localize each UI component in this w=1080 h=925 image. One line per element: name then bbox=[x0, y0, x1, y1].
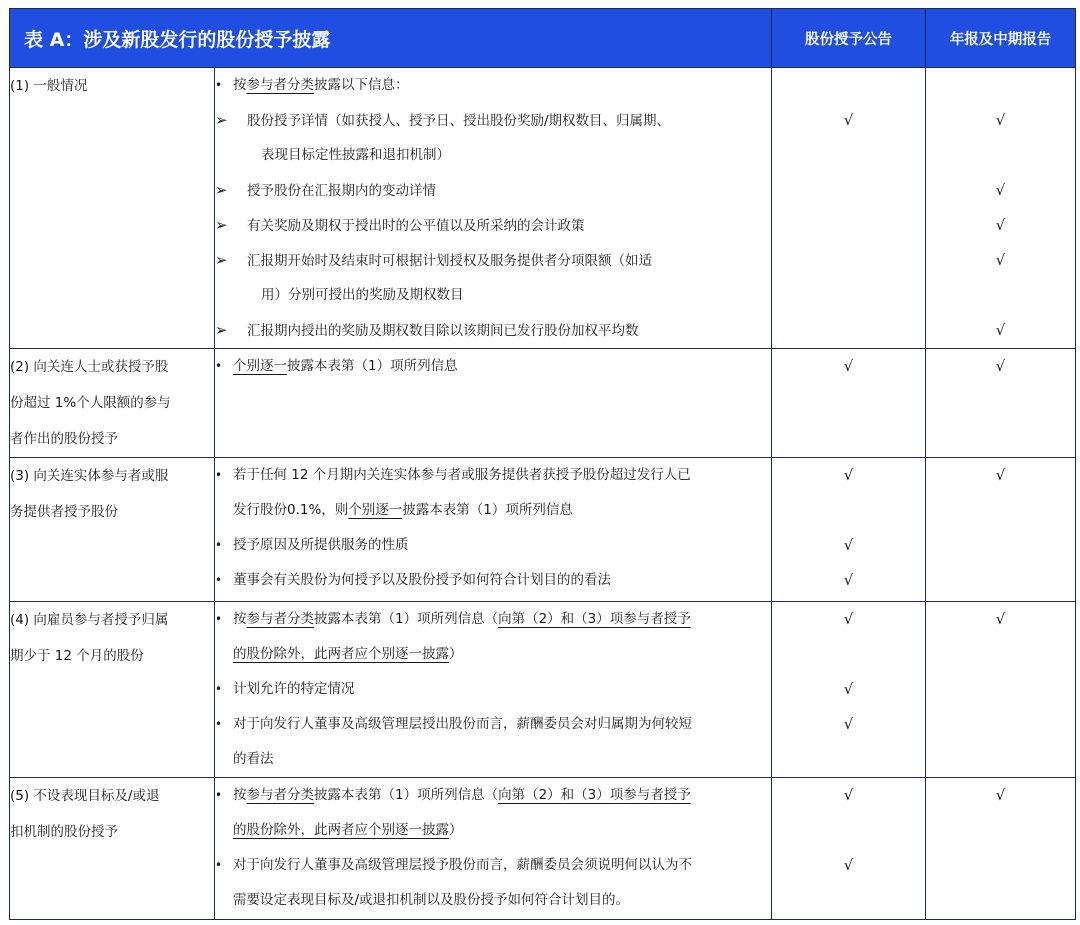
arrow-bullet-icon: ➢ bbox=[215, 321, 228, 339]
arrow-bullet-icon: ➢ bbox=[215, 181, 228, 199]
check-mark: √ bbox=[995, 181, 1006, 199]
arrow-bullet-icon: ➢ bbox=[215, 111, 228, 129]
check-mark: √ bbox=[843, 111, 854, 129]
check-mark: √ bbox=[843, 715, 854, 733]
check-mark: √ bbox=[843, 610, 854, 628]
check-mark: √ bbox=[843, 856, 854, 874]
row-label: (3) 向关连实体参与者或服 务提供者授予股份 bbox=[10, 458, 215, 602]
check-mark: √ bbox=[995, 357, 1006, 375]
check-mark: √ bbox=[995, 786, 1006, 804]
arrow-bullet-icon: ➢ bbox=[215, 216, 228, 234]
check-mark: √ bbox=[995, 610, 1006, 628]
check-mark: √ bbox=[843, 357, 854, 375]
check-mark: √ bbox=[995, 111, 1006, 129]
row-content: • 按参与者分类披露以下信息： ➢ 股份授予详情（如获授人、授予日、授出股份奖励/期权数目、归属期、 表现目标定性披露和退扣机制） ➢ 授予股份在汇报期内的变动详情 ➢ 有关奖励及期权于授出时的公平值以及所采纳的会计政策 ➢ 汇报期开始时及结束时可根据计划授权及服务提供者分项限额（如适 用）分别可授出的奖励及期权数目 ➢ 汇报期内授出的奖励及期权数目除以该期间已发行股份加权平均数 bbox=[215, 68, 772, 349]
report-checks bbox=[926, 68, 1076, 349]
table-row bbox=[10, 349, 1076, 458]
header-share-grant-announcement: 股份授予公告 bbox=[772, 9, 926, 68]
table-row bbox=[10, 602, 1076, 778]
disclosure-table bbox=[9, 8, 1076, 920]
table-title: 表 A：涉及新股发行的股份授予披露 bbox=[10, 9, 772, 68]
table-header-row bbox=[10, 9, 1076, 68]
row-label: (2) 向关连人士或获授予股 份超过 1%个人限额的参与 者作出的股份授予 bbox=[10, 349, 215, 458]
check-mark: √ bbox=[843, 466, 854, 484]
check-mark: √ bbox=[995, 466, 1006, 484]
row-label: (1) 一般情况 bbox=[10, 68, 215, 349]
row-label: (4) 向雇员参与者授予归属 期少于 12 个月的股份 bbox=[10, 602, 215, 778]
check-mark: √ bbox=[843, 786, 854, 804]
row-content: • 个别逐一披露本表第（1）项所列信息 bbox=[215, 349, 772, 458]
check-mark: √ bbox=[995, 251, 1006, 269]
check-mark: √ bbox=[995, 216, 1006, 234]
announcement-checks bbox=[772, 68, 926, 349]
arrow-bullet-icon: ➢ bbox=[215, 251, 228, 269]
check-mark: √ bbox=[995, 321, 1006, 339]
row-content: • 若于任何 12 个月期内关连实体参与者或服务提供者获授予股份超过发行人已 发行股份0.1%，则个别逐一披露本表第（1）项所列信息 • 授予原因及所提供服务的性质 • 董事会有关股份为何授予以及股份授予如何符合计划目的的看法 bbox=[215, 458, 772, 602]
table-row bbox=[10, 68, 1076, 349]
row-content: • 按参与者分类披露本表第（1）项所列信息（向第（2）和（3）项参与者授予 的股份除外，此两者应个别逐一披露） • 计划允许的特定情况 • 对于向发行人董事及高级管理层授出股份而言，薪酬委员会对归属期为何较短 的看法 bbox=[215, 602, 772, 778]
row-label: (5) 不设表现目标及/或退 扣机制的股份授予 bbox=[10, 778, 215, 920]
check-mark: √ bbox=[843, 680, 854, 698]
table-row bbox=[10, 458, 1076, 602]
check-mark: √ bbox=[843, 536, 854, 554]
table-row bbox=[10, 778, 1076, 920]
row-content: • 按参与者分类披露本表第（1）项所列信息（向第（2）和（3）项参与者授予 的股份除外，此两者应个别逐一披露） • 对于向发行人董事及高级管理层授予股份而言，薪酬委员会须说明何以认为不 需要设定表现目标及/或退扣机制以及股份授予如何符合计划目的。 bbox=[215, 778, 772, 920]
check-mark: √ bbox=[843, 571, 854, 589]
header-annual-interim-report: 年报及中期报告 bbox=[926, 9, 1076, 68]
